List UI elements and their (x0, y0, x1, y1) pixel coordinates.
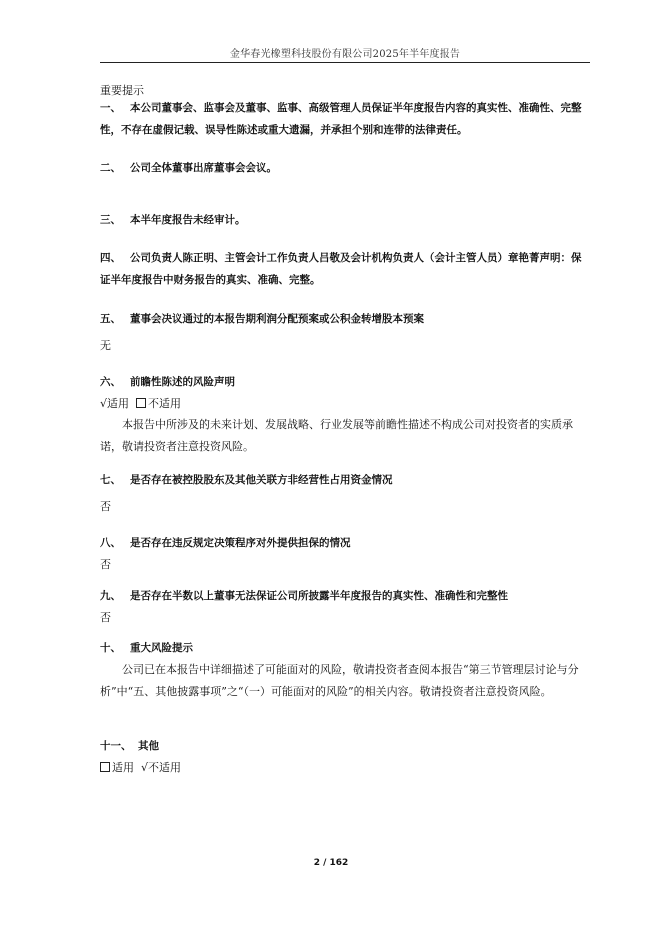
item-2 (100, 157, 590, 179)
item-text: 重大风险提示 (130, 642, 193, 654)
item-number: 四、 (100, 252, 121, 264)
checkbox-empty-icon (136, 398, 146, 408)
notice-heading: 重要提示 (100, 84, 144, 97)
item-4 (100, 247, 590, 291)
item-text: 公司负责人陈正明、主管会计工作负责人吕敬及会计机构负责人（会计主管人员）章艳菁声明：保证半年度报告中财务报告的真实、准确、完整。 (100, 252, 582, 286)
page-number: 2 / 162 (313, 858, 349, 868)
option-checked: √适用 (100, 397, 130, 410)
item-number: 八、 (100, 537, 121, 549)
item-text: 公司全体董事出席董事会会议。 (130, 162, 277, 174)
option-checked: √不适用 (141, 761, 182, 774)
item-number: 一、 (100, 102, 121, 114)
option-unchecked: 适用 (112, 761, 134, 774)
item-5 (100, 308, 590, 330)
item-10-body: 公司已在本报告中详细描述了可能面对的风险，敬请投资者查阅本报告“第三节管理层讨论与分析”中“五、其他披露事项”之“（一）可能面对的风险”的相关内容。敬请投资者注意投资风险。 (100, 663, 579, 698)
item-text: 是否存在被控股股东及其他关联方非经营性占用资金情况 (130, 474, 393, 486)
item-number: 六、 (100, 376, 121, 388)
item-text: 本半年度报告未经审计。 (130, 214, 246, 226)
item-10 (100, 637, 590, 659)
item-6 (100, 371, 590, 393)
item-3 (100, 209, 590, 231)
item-6-body: 本报告中所涉及的未来计划、发展战略、行业发展等前瞻性描述不构成公司对投资者的实质承诺，敬请投资者注意投资风险。 (100, 418, 573, 453)
item-text: 是否存在违反规定决策程序对外提供担保的情况 (130, 537, 351, 549)
item-9 (100, 585, 590, 607)
item-number: 九、 (100, 590, 121, 602)
item-number: 二、 (100, 162, 121, 174)
item-number: 三、 (100, 214, 121, 226)
item-text: 董事会决议通过的本报告期利润分配预案或公积金转增股本预案 (130, 313, 424, 325)
option-unchecked: 不适用 (148, 397, 182, 410)
item-8-answer: 否 (100, 558, 111, 571)
item-number: 五、 (100, 313, 121, 325)
item-7-answer: 否 (100, 500, 111, 513)
page-header: 金华春光橡塑科技股份有限公司2025年半年度报告 (229, 49, 461, 60)
item-7 (100, 469, 590, 491)
item-6-options (100, 393, 590, 415)
item-text: 本公司董事会、监事会及董事、监事、高级管理人员保证半年度报告内容的真实性、准确性、完整性，不存在虚假记载、误导性陈述或重大遗漏，并承担个别和连带的法律责任。 (100, 102, 582, 136)
item-number: 十一、 (100, 740, 132, 752)
item-text: 其他 (138, 740, 159, 752)
item-text: 前瞻性陈述的风险声明 (130, 376, 235, 388)
checkbox-empty-icon (100, 762, 110, 772)
item-11 (100, 735, 590, 757)
item-number: 七、 (100, 474, 121, 486)
item-9-answer: 否 (100, 611, 111, 624)
header-rule (100, 62, 590, 63)
item-1 (100, 97, 590, 141)
item-5-answer: 无 (100, 339, 111, 352)
item-11-options (100, 757, 590, 779)
item-text: 是否存在半数以上董事无法保证公司所披露半年度报告的真实性、准确性和完整性 (130, 590, 508, 602)
item-8 (100, 532, 590, 554)
item-number: 十、 (100, 642, 121, 654)
